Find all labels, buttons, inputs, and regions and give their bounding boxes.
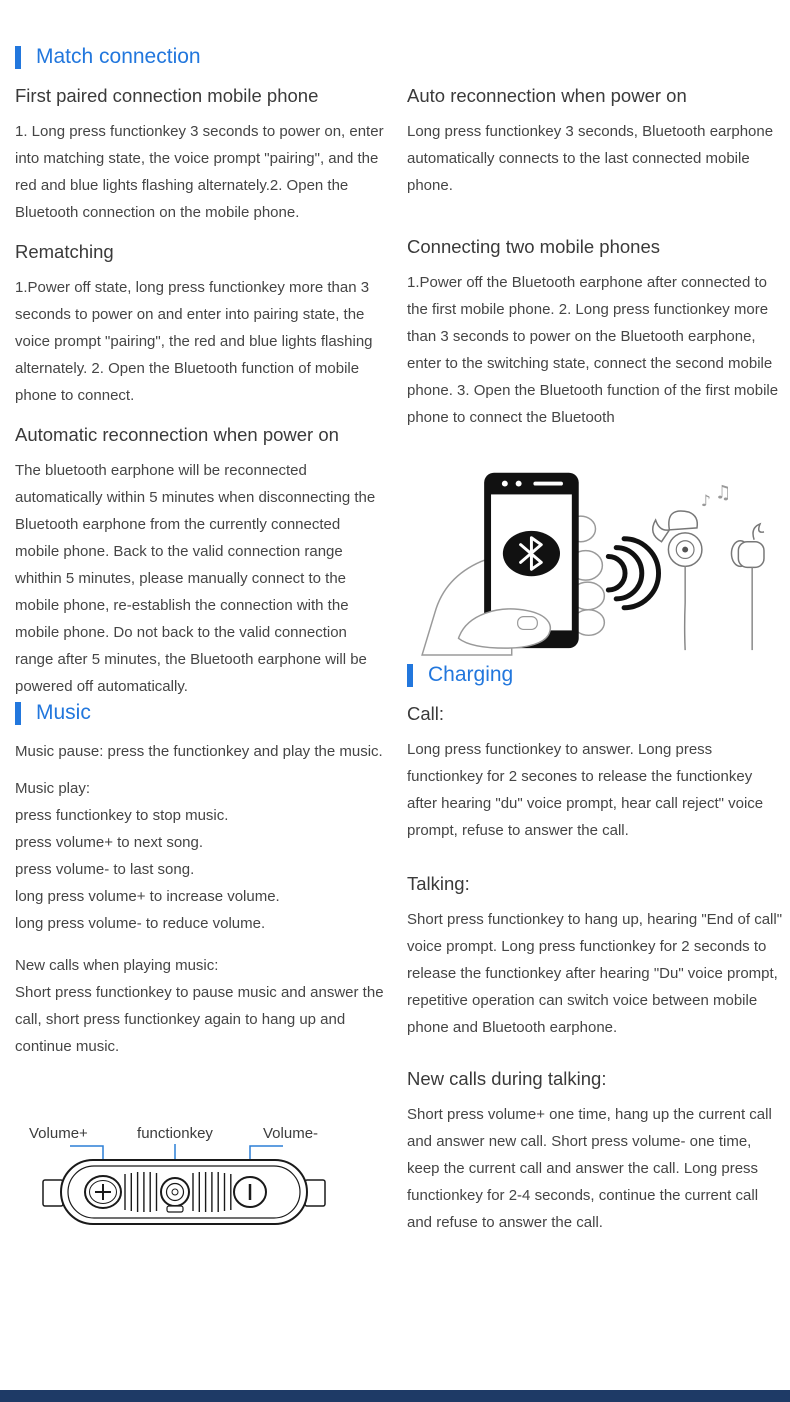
functionkey-label: functionkey [137,1125,213,1142]
music-play-line: press volume+ to next song. [15,834,204,851]
heading-accent-bar [15,46,21,69]
subheading-automatic-reconnection: Automatic reconnection when power on [15,424,339,445]
music-play-line: press volume- to last song. [15,861,195,878]
volume-minus-button [234,1177,266,1207]
music-play-line: press functionkey to stop music. [15,807,229,824]
remote-control-diagram [15,1122,387,1237]
volume-minus-label: Volume- [263,1125,319,1142]
earbuds-icon [653,511,764,650]
paragraph-automatic-reconnection: The bluetooth earphone will be reconnected automatically within 5 minutes when disconnecting the Bluetooth earphone from the currently connected mobile phone. Back to the valid connection range whithin 5 minutes, please manually connect to the mobile phone, re-establish the connection with the mobile phone. Do not back to the valid connection range after 5 minutes, the Bluetooth earphone will be powered off automatically. [15,462,376,695]
earbud-wire-tip [753,524,764,540]
paragraph-auto-reconnection: Long press functionkey 3 seconds, Bluetooth earphone automatically connects to the last connected mobile phone. [407,123,774,194]
right-column [407,44,785,1237]
music-play-line: Music play: [15,780,91,797]
paragraph-talking: Short press functionkey to hang up, hearing "End of call" voice prompt. Long press functionkey for 2 seconds to release the functionkey after hearing "Du" voice prompt, repetitive operation can switch voice between mobile phone and Bluetooth earphone. [407,911,783,1036]
heading-accent-bar [15,702,21,725]
earbud-fin [669,511,697,530]
volume-plus-button [85,1176,121,1208]
subheading-talking: Talking: [407,873,470,894]
music-play-line: long press volume- to reduce volume. [15,915,266,932]
new-calls-playing-block [15,952,387,1060]
right-strain-relief [305,1180,325,1206]
subheading-first-paired: First paired connection mobile phone [15,85,319,106]
remote-control-drawing [15,1122,360,1232]
paragraph-music-pause: Music pause: press the functionkey and play the music. [15,743,383,760]
paragraph-rematching: 1.Power off state, long press functionkey more than 3 seconds to power on and enter into pairing state, the voice prompt "pairing", the red and blue lights flashing alternately. 2. Open the Bluetooth function of mobile phone to connect. [15,279,373,404]
thumbnail [518,617,538,630]
pairing-illustration-drawing [407,455,782,657]
earbud-wing [653,520,670,542]
subheading-new-calls-talking: New calls during talking: [407,1068,607,1089]
music-notes-icon: ♫ [714,482,732,504]
section-title: Charging [428,663,514,686]
heading-accent-bar [407,664,413,687]
pairing-illustration [407,455,785,662]
left-column [15,44,387,1237]
paragraph-call: Long press functionkey to answer. Long press functionkey for 2 secones to release the functionkey after hearing "du" voice prompt, hear call reject" voice prompt, refuse to answer the call. [407,741,764,839]
section-title: Match connection [36,45,201,68]
phone-camera-dot [502,481,508,487]
section-heading-music [15,700,387,726]
phone-speaker-slot [533,482,563,486]
subheading-call: Call: [407,703,445,724]
music-play-line: long press volume+ to increase volume. [15,888,280,905]
new-calls-playing-title: New calls when playing music: [15,957,219,974]
section-heading-charging [407,662,785,688]
remote-body [43,1160,325,1224]
paragraph-new-calls-playing: Short press functionkey to pause music and answer the call, short press functionkey again to hang up and continue music. [15,984,384,1055]
paragraph-new-calls-talking: Short press volume+ one time, hang up the current call and answer new call. Short press volume- one time, keep the current call and answer the call. Long press functionkey for 2-4 seconds, continue the current call and refuse to answer the call. [407,1106,772,1231]
subheading-connecting-two-phones: Connecting two mobile phones [407,236,660,257]
footer-accent-bar [0,1390,790,1402]
section-heading-match-connection [15,44,387,70]
paragraph-first-paired: 1. Long press functionkey 3 seconds to power on, enter into matching state, the voice prompt "pairing", and the red and blue lights flashing alternately.2. Open the Bluetooth connection on the mobile phone. [15,123,384,221]
paragraph-connecting-two-phones: 1.Power off the Bluetooth earphone after connected to the first mobile phone. 2. Long press functionkey more than 3 seconds to power on the Bluetooth earphone, enter to the switching state, connect the second mobile phone. 3. Open the Bluetooth function of the first mobile phone to connect the Bluetooth [407,274,779,426]
music-notes-icon: ♪ [700,491,711,511]
signal-waves-icon [608,539,658,608]
subheading-auto-reconnection: Auto reconnection when power on [407,85,687,106]
left-strain-relief [43,1180,63,1206]
phone-camera-dot [516,481,522,487]
subheading-rematching: Rematching [15,241,114,262]
section-title: Music [36,701,91,724]
music-play-list [15,775,387,937]
volume-plus-label: Volume+ [29,1125,88,1142]
